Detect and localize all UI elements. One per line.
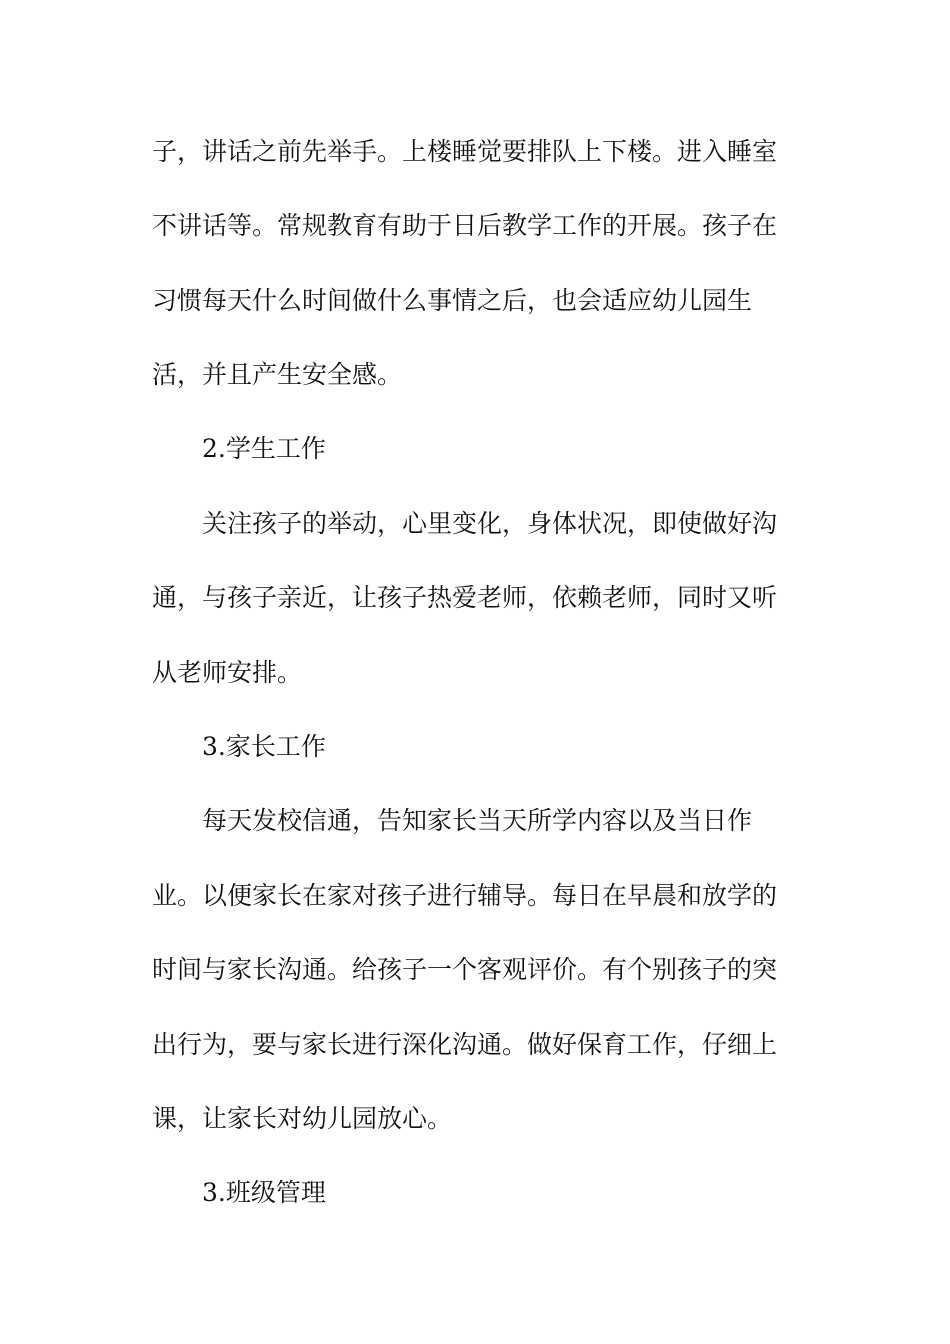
text-line: 从老师安排。 bbox=[152, 658, 303, 687]
section-heading: 2.学生工作 bbox=[202, 434, 326, 463]
text-line: 活，并且产生安全感。 bbox=[152, 360, 403, 389]
text-line: 通，与孩子亲近，让孩子热爱老师，依赖老师，同时又听 bbox=[152, 583, 778, 612]
section-heading: 3.家长工作 bbox=[202, 732, 326, 761]
text-line: 不讲话等。常规教育有助于日后教学工作的开展。孩子在 bbox=[152, 211, 778, 240]
text-line: 时间与家长沟通。给孩子一个客观评价。有个别孩子的突 bbox=[152, 955, 778, 984]
text-line: 子，讲话之前先举手。上楼睡觉要排队上下楼。进入睡室 bbox=[152, 137, 778, 166]
text-line: 出行为，要与家长进行深化沟通。做好保育工作，仔细上 bbox=[152, 1030, 778, 1059]
text-line: 习惯每天什么时间做什么事情之后，也会适应幼儿园生 bbox=[152, 286, 753, 315]
text-line: 业。以便家长在家对孩子进行辅导。每日在早晨和放学的 bbox=[152, 881, 778, 910]
text-line: 每天发校信通，告知家长当天所学内容以及当日作 bbox=[202, 806, 753, 835]
section-heading: 3.班级管理 bbox=[202, 1178, 326, 1207]
text-line: 关注孩子的举动，心里变化，身体状况，即使做好沟 bbox=[202, 509, 778, 538]
text-line: 课，让家长对幼儿园放心。 bbox=[152, 1104, 453, 1133]
